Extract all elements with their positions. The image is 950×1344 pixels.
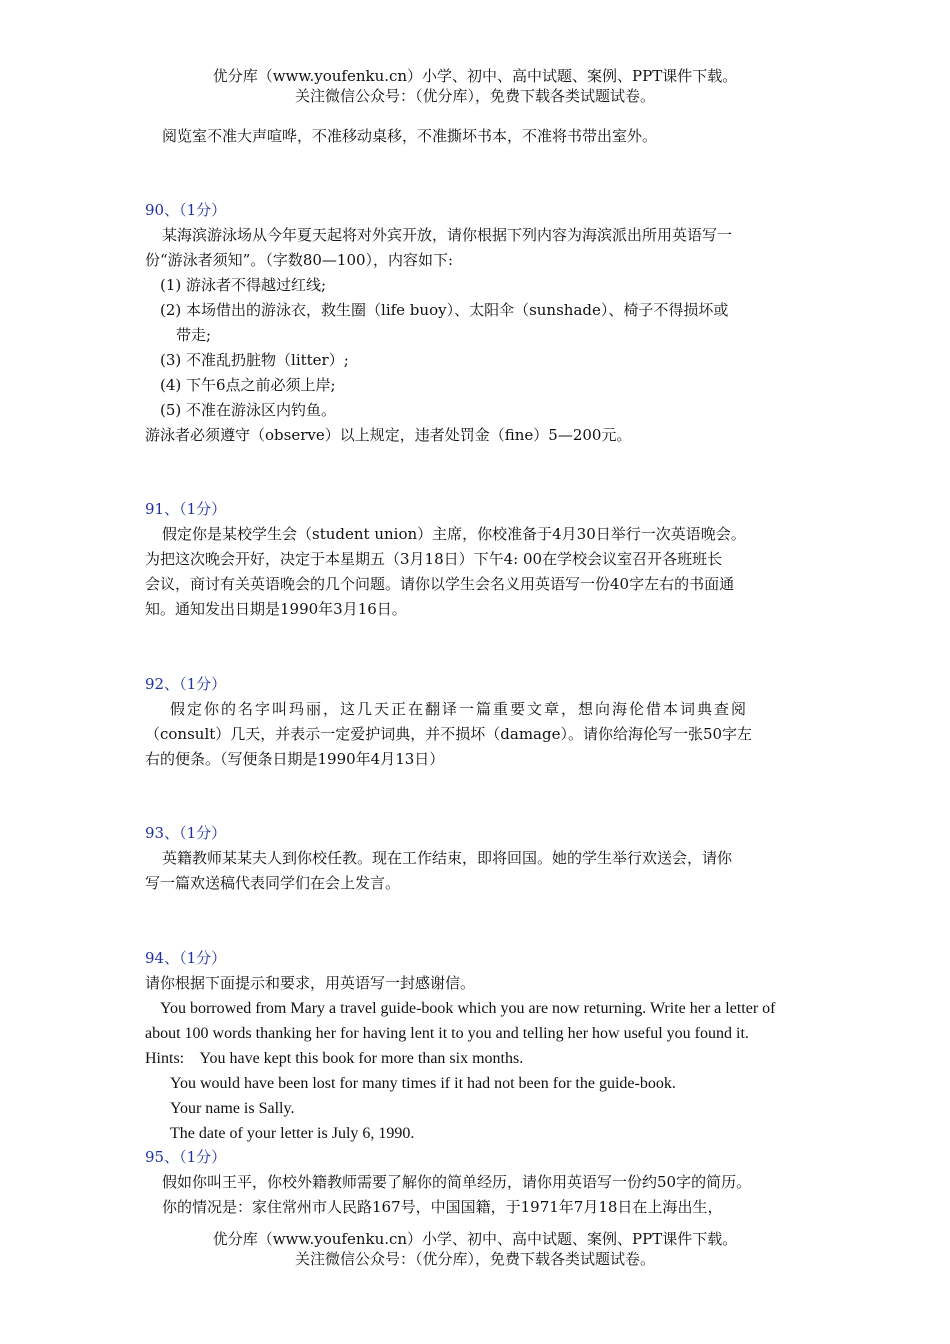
- question-90-item: (5) 不准在游泳区内钓鱼。: [160, 401, 337, 419]
- intro-line: 阅览室不准大声喧哗，不准移动桌移，不准撕坏书本，不准将书带出室外。: [162, 127, 658, 145]
- question-90-number: 90、（1分）: [145, 201, 227, 219]
- question-90-item: (4) 下午6点之前必须上岸;: [160, 376, 336, 394]
- question-90-item: (3) 不准乱扔脏物（litter）;: [160, 351, 349, 369]
- question-92-line: 假定你的名字叫玛丽，这几天正在翻译一篇重要文章，想向海伦借本词典查阅: [170, 700, 749, 718]
- footer-line-2: 关注微信公众号：（优分库），免费下载各类试题试卷。: [294, 1250, 655, 1268]
- question-92-number: 92、（1分）: [145, 675, 227, 693]
- question-94-hint: Your name is Sally.: [170, 1100, 295, 1117]
- question-91-line: 知。通知发出日期是1990年3月16日。: [145, 600, 407, 618]
- question-95-line: 你的情况是：家住常州市人民路167号，中国国籍，于1971年7月18日在上海出生，: [162, 1198, 723, 1216]
- question-92-line: （consult）几天，并表示一定爱护词典，并不损坏（damage）。请你给海伦写一张50字左: [145, 725, 753, 743]
- footer-line-1: 优分库（www.youfenku.cn）小学、初中、高中试题、案例、PPT课件下载。: [212, 1230, 738, 1248]
- question-93-line: 写一篇欢送稿代表同学们在会上发言。: [145, 874, 401, 892]
- question-91-number: 91、（1分）: [145, 500, 227, 518]
- question-90-item: (1) 游泳者不得越过红线;: [160, 276, 327, 294]
- question-91-line: 为把这次晚会开好，决定于本星期五（3月18日）下午4: 00在学校会议室召开各班班长: [145, 550, 723, 568]
- page-header: [0, 66, 950, 106]
- header-line-2: 关注微信公众号：（优分库），免费下载各类试题试卷。: [294, 87, 655, 105]
- question-94-number: 94、（1分）: [145, 949, 227, 967]
- question-94-line: about 100 words thanking her for having lent it to you and telling her how useful you found it.: [145, 1025, 749, 1042]
- question-90-line: 份“游泳者须知”。（字数80—100），内容如下:: [145, 251, 454, 269]
- question-94-line: You borrowed from Mary a travel guide-book which you are now returning. Write her a letter of: [160, 1000, 776, 1017]
- question-94-hints: Hints: You have kept this book for more than six months.: [145, 1050, 524, 1067]
- question-95-line: 假如你叫王平，你校外籍教师需要了解你的简单经历，请你用英语写一份约50字的简历。: [162, 1173, 752, 1191]
- question-94-hint: You would have been lost for many times if it had not been for the guide-book.: [170, 1075, 676, 1092]
- question-95-number: 95、（1分）: [145, 1148, 227, 1166]
- question-90-item: 带走;: [176, 326, 212, 344]
- question-94-line: 请你根据下面提示和要求，用英语写一封感谢信。: [145, 974, 476, 992]
- question-93-number: 93、（1分）: [145, 824, 227, 842]
- question-91-line: 假定你是某校学生会（student union）主席，你校准备于4月30日举行一次英语晚会。: [162, 525, 746, 543]
- question-90-item: (2) 本场借出的游泳衣，救生圈（life buoy）、太阳伞（sunshade）、椅子不得损坏或: [160, 301, 729, 319]
- question-90-line: 某海滨游泳场从今年夏天起将对外宾开放，请你根据下列内容为海滨派出所用英语写一: [162, 226, 733, 244]
- page-footer: [0, 1229, 950, 1269]
- question-93-line: 英籍教师某某夫人到你校任教。现在工作结束，即将回国。她的学生举行欢送会，请你: [162, 849, 733, 867]
- question-94-hint: The date of your letter is July 6, 1990.: [170, 1125, 415, 1142]
- header-line-1: 优分库（www.youfenku.cn）小学、初中、高中试题、案例、PPT课件下载。: [212, 67, 738, 85]
- question-90-line: 游泳者必须遵守（observe）以上规定，违者处罚金（fine）5—200元。: [145, 426, 632, 444]
- question-92-line: 右的便条。（写便条日期是1990年4月13日）: [145, 750, 445, 768]
- question-91-line: 会议，商讨有关英语晚会的几个问题。请你以学生会名义用英语写一份40字左右的书面通: [145, 575, 735, 593]
